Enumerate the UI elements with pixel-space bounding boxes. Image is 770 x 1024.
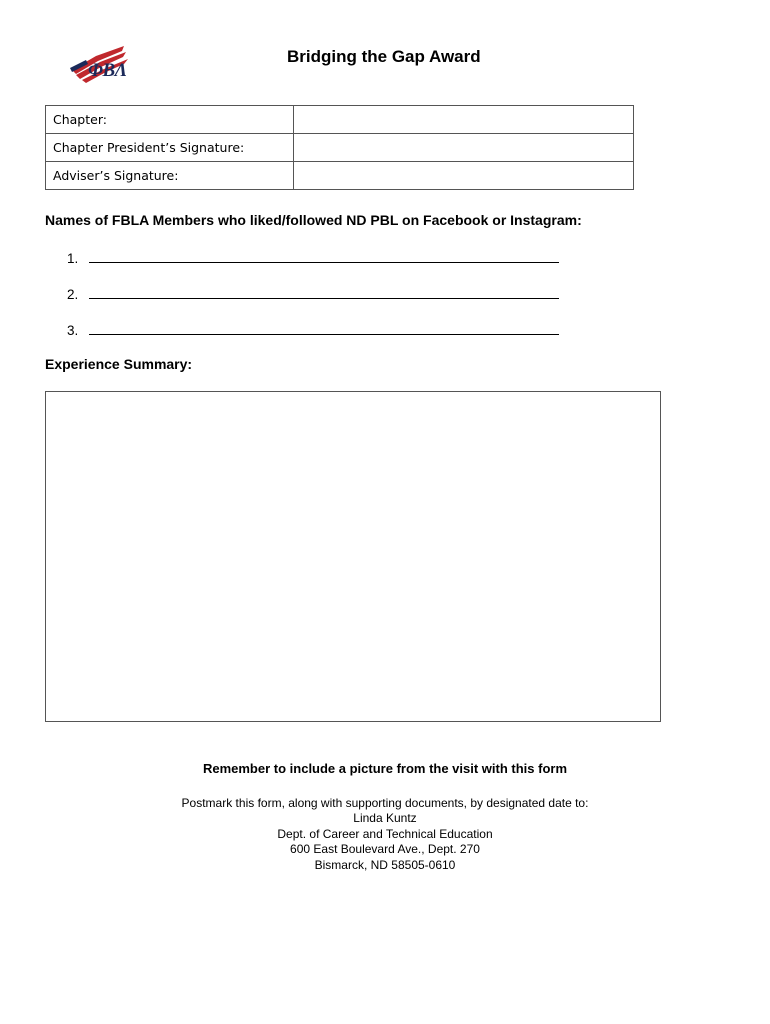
page-title: Bridging the Gap Award xyxy=(287,47,481,66)
name-blank[interactable] xyxy=(89,284,559,299)
info-table xyxy=(45,105,634,190)
address-line: Bismarck, ND 58505-0610 xyxy=(314,857,456,872)
fbla-logo xyxy=(66,40,146,86)
table-row xyxy=(46,106,634,134)
name-blank[interactable] xyxy=(89,320,559,335)
name-line xyxy=(67,284,559,302)
name-line xyxy=(67,248,559,266)
president-signature-label: Chapter President’s Signature: xyxy=(46,134,294,162)
address-line: Linda Kuntz xyxy=(353,811,417,826)
summary-textbox[interactable] xyxy=(45,391,661,722)
summary-heading: Experience Summary: xyxy=(45,356,193,372)
name-number: 2. xyxy=(67,287,79,302)
name-blank[interactable] xyxy=(89,248,559,263)
name-number: 3. xyxy=(67,323,79,338)
chapter-label: Chapter: xyxy=(46,106,294,134)
name-line xyxy=(67,320,559,338)
president-signature-field[interactable] xyxy=(294,134,634,162)
address-line: 600 East Boulevard Ave., Dept. 270 xyxy=(290,842,480,857)
reminder-text: Remember to include a picture from the visit with this form xyxy=(202,761,568,776)
table-row xyxy=(46,162,634,190)
names-heading: Names of FBLA Members who liked/followed ND PBL on Facebook or Instagram: xyxy=(45,212,582,228)
table-row xyxy=(46,134,634,162)
adviser-signature-label: Adviser’s Signature: xyxy=(46,162,294,190)
name-number: 1. xyxy=(67,251,79,266)
adviser-signature-field[interactable] xyxy=(294,162,634,190)
mailing-address xyxy=(0,796,770,873)
logo-text: ΦBΛ xyxy=(88,60,127,81)
chapter-field[interactable] xyxy=(294,106,634,134)
address-line: Postmark this form, along with supporting documents, by designated date to: xyxy=(181,796,589,810)
address-line: Dept. of Career and Technical Education xyxy=(277,826,493,841)
